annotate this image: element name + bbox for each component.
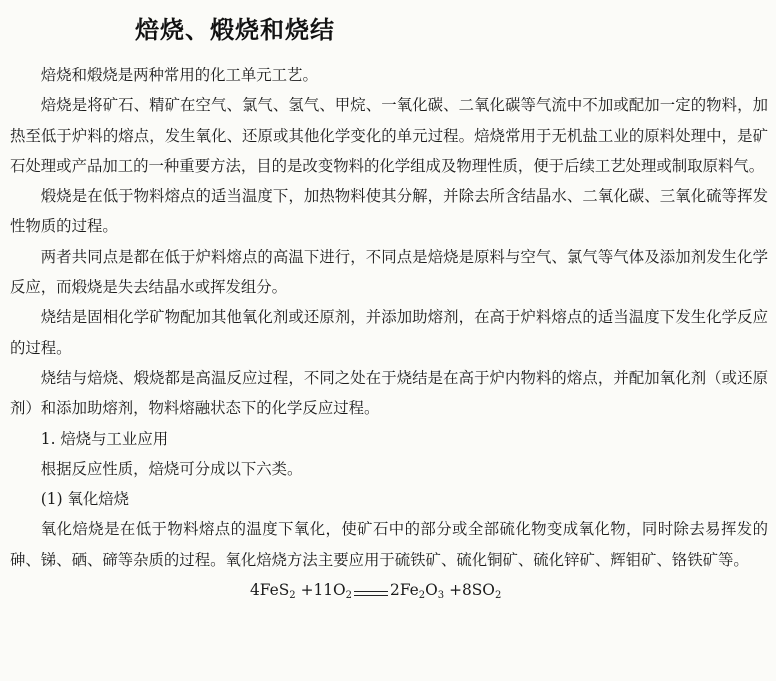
equation-product: +8SO [449,581,495,600]
paragraph: 焙烧是将矿石、精矿在空气、氯气、氢气、甲烷、一氧化碳、二氧化碳等气流中不加或配加一定的物料，加热至低于炉料的熔点，发生氧化、还原或其他化学变化的单元过程。焙烧常用于无机盐工业的原料处理中，是矿石处理或产品加工的一种重要方法，目的是改变物料的化学组成及物理性质，便于后续工艺处理或制取原料气。 [10,96,768,175]
section-heading: 1. 焙烧与工业应用 [40,429,169,448]
equation-product: O [425,581,438,600]
subscript: 2 [418,590,426,602]
subscript: 2 [345,590,353,602]
paragraph: 煅烧是在低于物料熔点的适当温度下，加热物料使其分解，并除去所含结晶水、二氧化碳、三氧化硫等挥发性物质的过程。 [10,187,768,236]
paragraph: 根据反应性质，焙烧可分成以下六类。 [40,459,303,478]
page-title: 焙烧、煅烧和烧结 [135,16,335,44]
paragraph: 两者共同点是都在低于炉料熔点的高温下进行，不同点是焙烧是原料与空气、氯气等气体及添加剂发生化学反应，而煅烧是失去结晶水或挥发组分。 [10,247,768,297]
equation-reactant: +11O [300,581,346,600]
paragraph: 氧化焙烧是在低于物料熔点的温度下氧化，使矿石中的部分或全部硫化物变成氧化物，同时除去易挥发的砷、锑、硒、碲等杂质的过程。氧化焙烧方法主要应用于硫铁矿、硫化铜矿、硫化锌矿、辉钼矿、铬铁矿等。 [10,520,768,569]
paragraph: 烧结是固相化学矿物配加其他氧化剂或还原剂，并添加助熔剂，在高于炉料熔点的适当温度下发生化学反应的过程。 [10,308,768,357]
paragraph: 焙烧和煅烧是两种常用的化工单元工艺。 [40,66,318,84]
subscript: 3 [437,590,445,602]
document-body [10,60,768,611]
chemical-equation [10,575,768,611]
equation-reactant: 4FeS [250,581,290,600]
equation-product: 2Fe [390,581,419,600]
paragraph: 烧结与焙烧、煅烧都是高温反应过程，不同之处在于烧结是在高于炉内物料的熔点，并配加氧化剂（或还原剂）和添加助熔剂，物料熔融状态下的化学反应过程。 [10,368,768,418]
subscript: 2 [289,590,296,602]
subscript: 2 [494,590,502,602]
subsection-heading: (1) 氧化焙烧 [40,490,130,509]
